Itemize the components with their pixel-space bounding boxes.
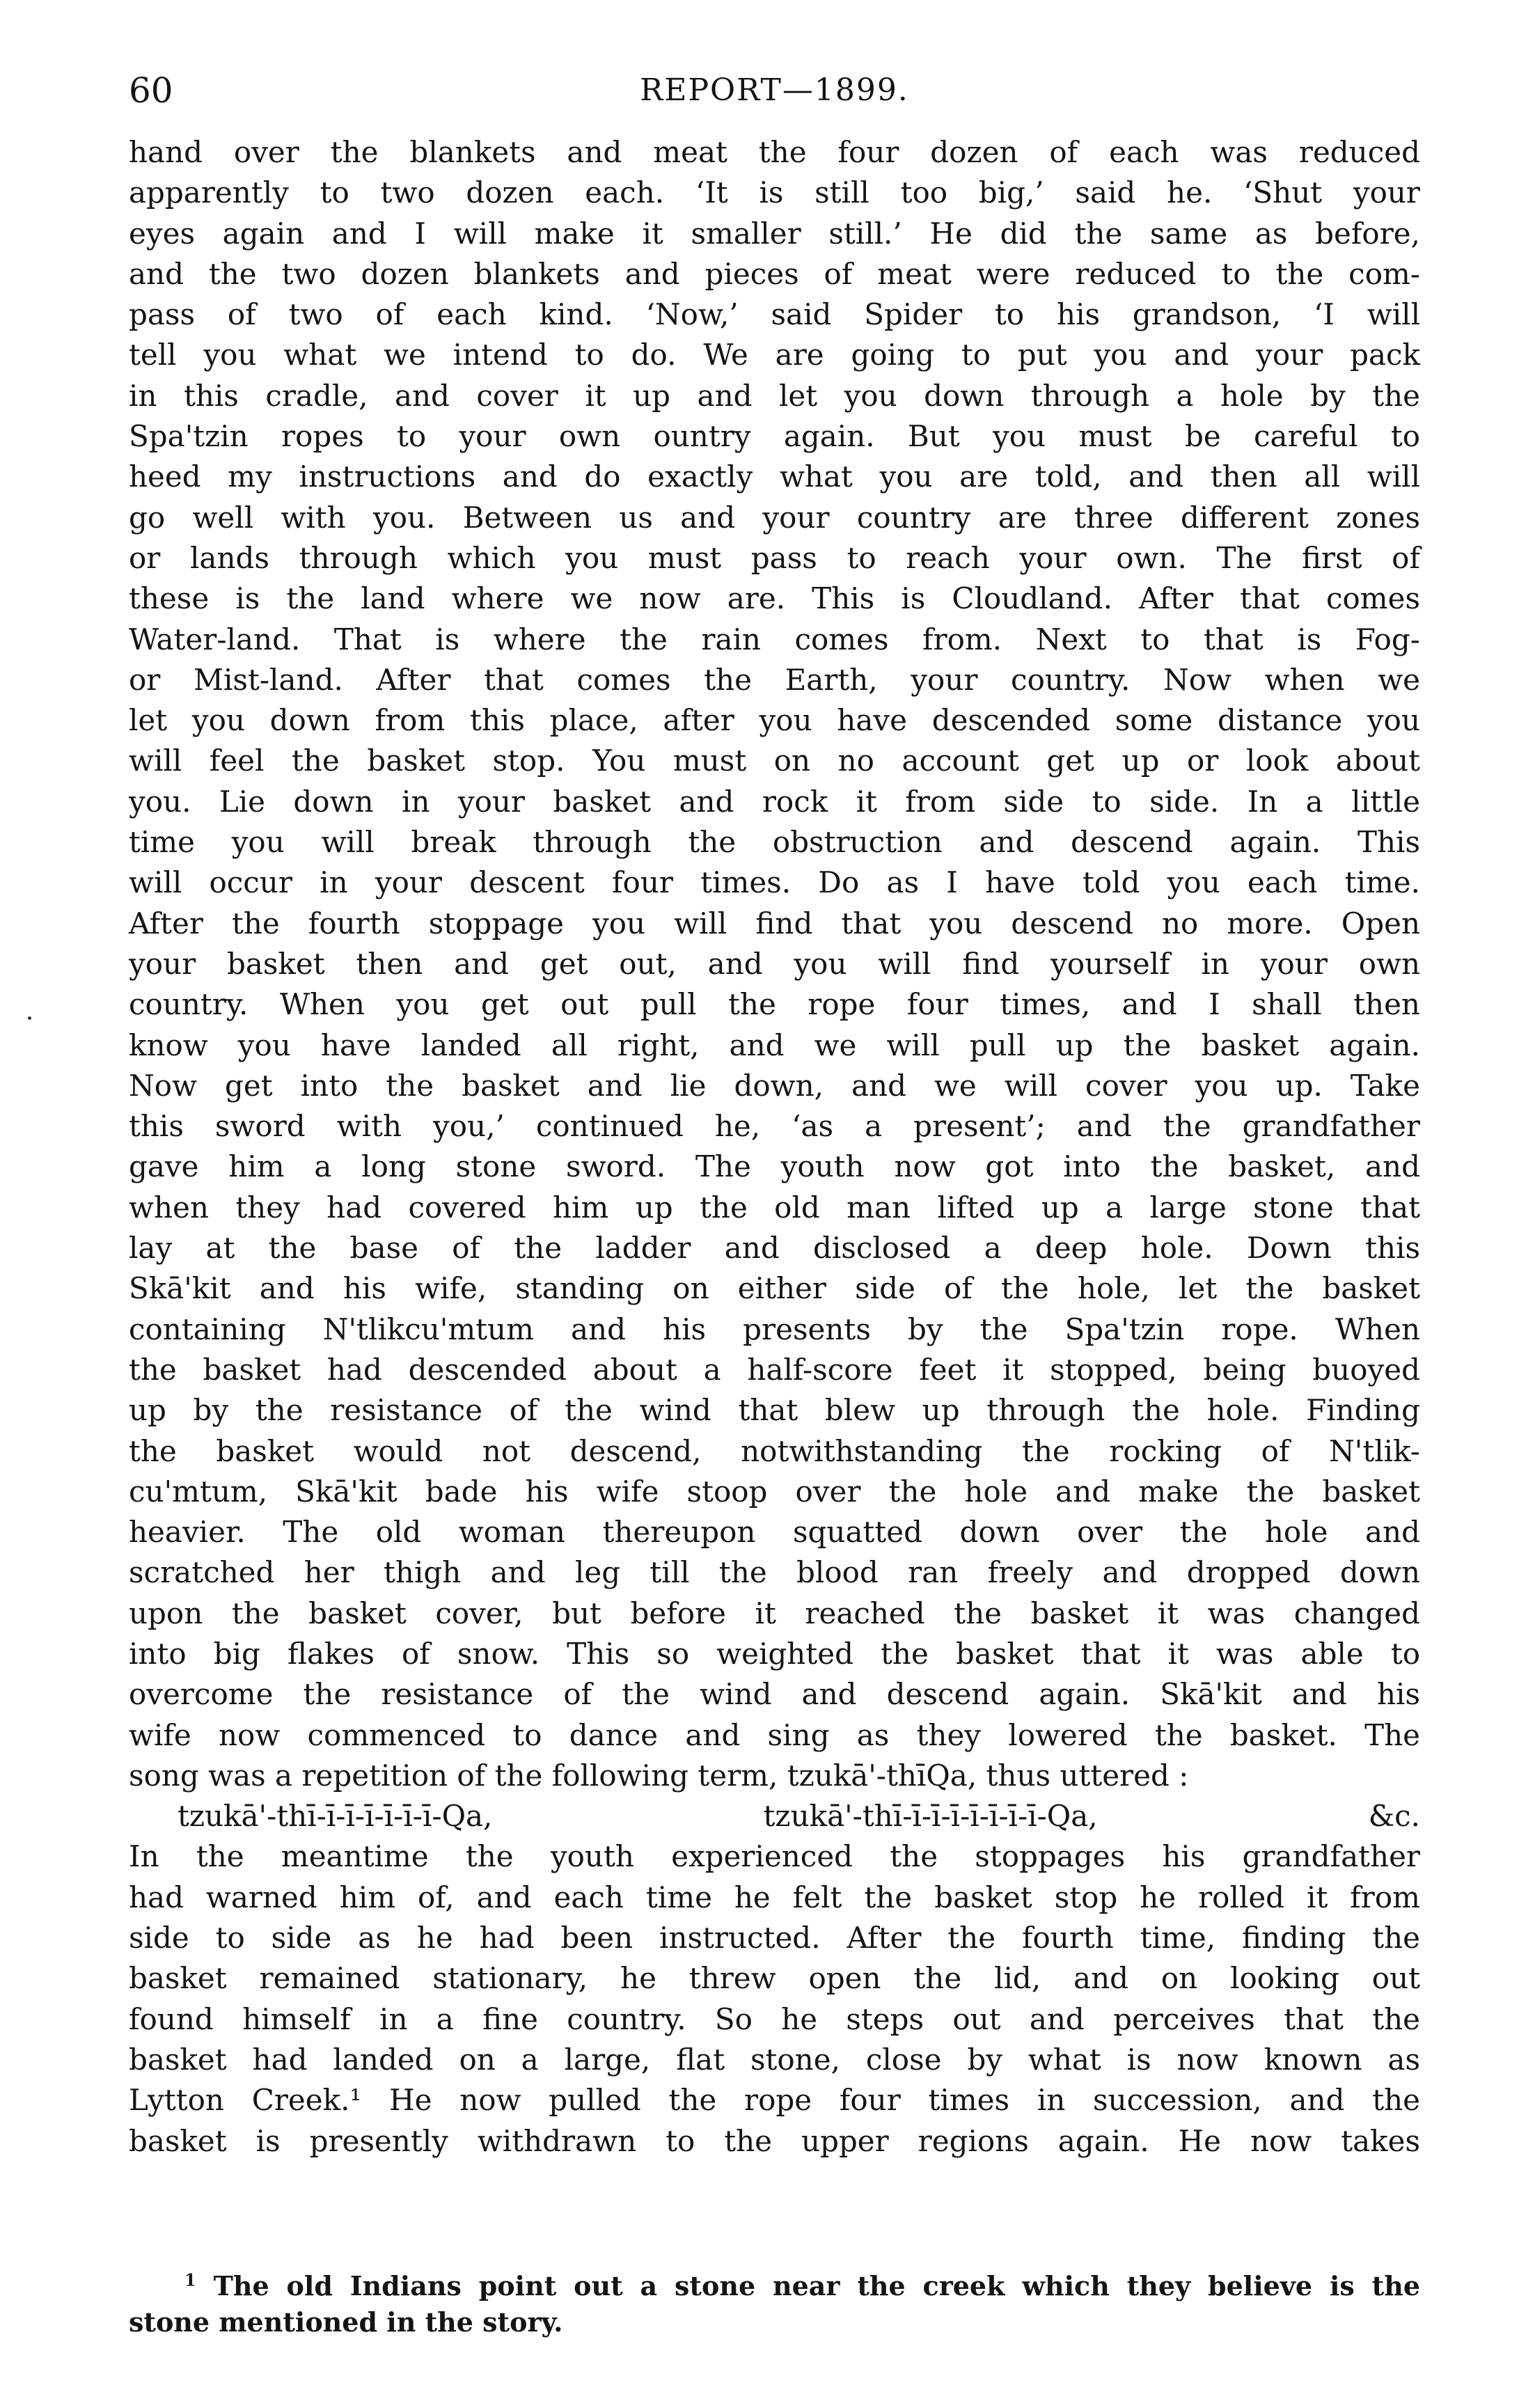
text-line: Now get into the basket and lie down, and we will cover you up. Take (129, 1068, 1420, 1103)
text-line: Spa'tzin ropes to your own ountry again. But you must be careful to (129, 419, 1420, 454)
text-line: Water-land. That is where the rain comes from. Next to that is Fog- (129, 622, 1420, 656)
text-line: when they had covered him up the old man lifted up a large stone that (129, 1190, 1420, 1225)
text-line: go well with you. Between us and your country are three different zones (129, 500, 1420, 535)
text-line: pass of two of each kind. ‘Now,’ said Spider to his grandson, ‘I will (129, 297, 1420, 332)
text-line: in this cradle, and cover it up and let you down through a hole by the (129, 378, 1420, 413)
text-line: let you down from this place, after you have descended some distance you (129, 703, 1420, 738)
text-line: containing N'tlikcu'mtum and his presents by the Spa'tzin rope. When (129, 1312, 1420, 1346)
text-line: basket is presently withdrawn to the upper regions again. He now takes (129, 2123, 1420, 2158)
text-line: upon the basket cover, but before it reached the basket it was changed (129, 1596, 1420, 1630)
text-line: hand over the blankets and meat the four dozen of each was reduced (129, 135, 1420, 169)
text-line: heavier. The old woman thereupon squatted down over the hole and (129, 1515, 1420, 1550)
text-line: tzukā'-thī-ī-ī-ī-ī-ī-ī-Qa, tzukā'-thī-ī-ī-ī-ī-ī-ī-ī-Qa, &c. (178, 1799, 1420, 1834)
page-number: 60 (129, 70, 173, 111)
text-line: these is the land where we now are. This is Cloudland. After that comes (129, 581, 1420, 616)
text-line: or Mist-land. After that comes the Earth, your country. Now when we (129, 662, 1420, 697)
footnote-line: stone mentioned in the story. (129, 2306, 563, 2338)
text-line: country. When you get out pull the rope four times, and I shall then (129, 987, 1420, 1022)
text-line: will feel the basket stop. You must on no account get up or look about (129, 743, 1420, 778)
text-line: time you will break through the obstruction and descend again. This (129, 825, 1420, 860)
margin-mark (28, 1016, 31, 1020)
footnote-marker: 1 (184, 2269, 196, 2290)
text-line: scratched her thigh and leg till the blood ran freely and dropped down (129, 1555, 1420, 1590)
text-line: lay at the base of the ladder and disclosed a deep hole. Down this (129, 1231, 1420, 1266)
text-line: up by the resistance of the wind that blew up through the hole. Finding (129, 1393, 1420, 1428)
text-line: basket remained stationary, he threw open the lid, and on looking out (129, 1961, 1420, 1996)
text-line: the basket would not descend, notwithstanding the rocking of N'tlik- (129, 1433, 1420, 1468)
text-line: know you have landed all right, and we will pull up the basket again. (129, 1028, 1420, 1062)
text-line: Lytton Creek.¹ He now pulled the rope four times in succession, and the (129, 2083, 1420, 2118)
text-line: cu'mtum, Skā'kit bade his wife stoop over the hole and make the basket (129, 1474, 1420, 1509)
footnote (129, 2268, 1420, 2340)
text-line: will occur in your descent four times. Do as I have told you each time. (129, 865, 1420, 900)
page-header (129, 63, 1420, 118)
text-line: or lands through which you must pass to reach your own. The first of (129, 540, 1420, 575)
text-line: your basket then and get out, and you will find yourself in your own (129, 946, 1420, 981)
text-line: and the two dozen blankets and pieces of meat were reduced to the com- (129, 256, 1420, 291)
body-text (129, 132, 1420, 2162)
text-line: overcome the resistance of the wind and descend again. Skā'kit and his (129, 1677, 1420, 1712)
text-line: side to side as he had been instructed. After the fourth time, finding the (129, 1921, 1420, 1955)
text-line: Skā'kit and his wife, standing on either side of the hole, let the basket (129, 1271, 1420, 1306)
text-line: had warned him of, and each time he felt the basket stop he rolled it from (129, 1880, 1420, 1914)
running-head: REPORT—1899. (640, 72, 909, 108)
text-line: into big flakes of snow. This so weighted the basket that it was able to (129, 1636, 1420, 1671)
text-line: After the fourth stoppage you will find that you descend no more. Open (129, 906, 1420, 941)
text-line: In the meantime the youth experienced the stoppages his grandfather (129, 1839, 1420, 1874)
text-line: eyes again and I will make it smaller still.’ He did the same as before, (129, 216, 1420, 251)
text-line: wife now commenced to dance and sing as they lowered the basket. The (129, 1717, 1420, 1752)
text-line: basket had landed on a large, flat stone, close by what is now known as (129, 2042, 1420, 2077)
text-line: gave him a long stone sword. The youth now got into the basket, and (129, 1149, 1420, 1184)
text-line: apparently to two dozen each. ‘It is still too big,’ said he. ‘Shut your (129, 175, 1420, 210)
text-line: this sword with you,’ continued he, ‘as a present’; and the grandfather (129, 1109, 1420, 1144)
footnote-line (129, 2268, 1420, 2304)
text-line: heed my instructions and do exactly what you are told, and then all will (129, 459, 1420, 494)
text-line: tell you what we intend to do. We are going to put you and your pack (129, 338, 1420, 372)
text-line: song was a repetition of the following term, tzukā'-thīQa, thus uttered : (129, 1758, 1189, 1793)
text-line: found himself in a fine country. So he steps out and perceives that the (129, 2001, 1420, 2036)
text-line: you. Lie down in your basket and rock it from side to side. In a little (129, 784, 1420, 819)
text-line: the basket had descended about a half-score feet it stopped, being buoyed (129, 1352, 1420, 1387)
footnote-text-1: The old Indians point out a stone near the creek which they believe is the (213, 2270, 1421, 2301)
